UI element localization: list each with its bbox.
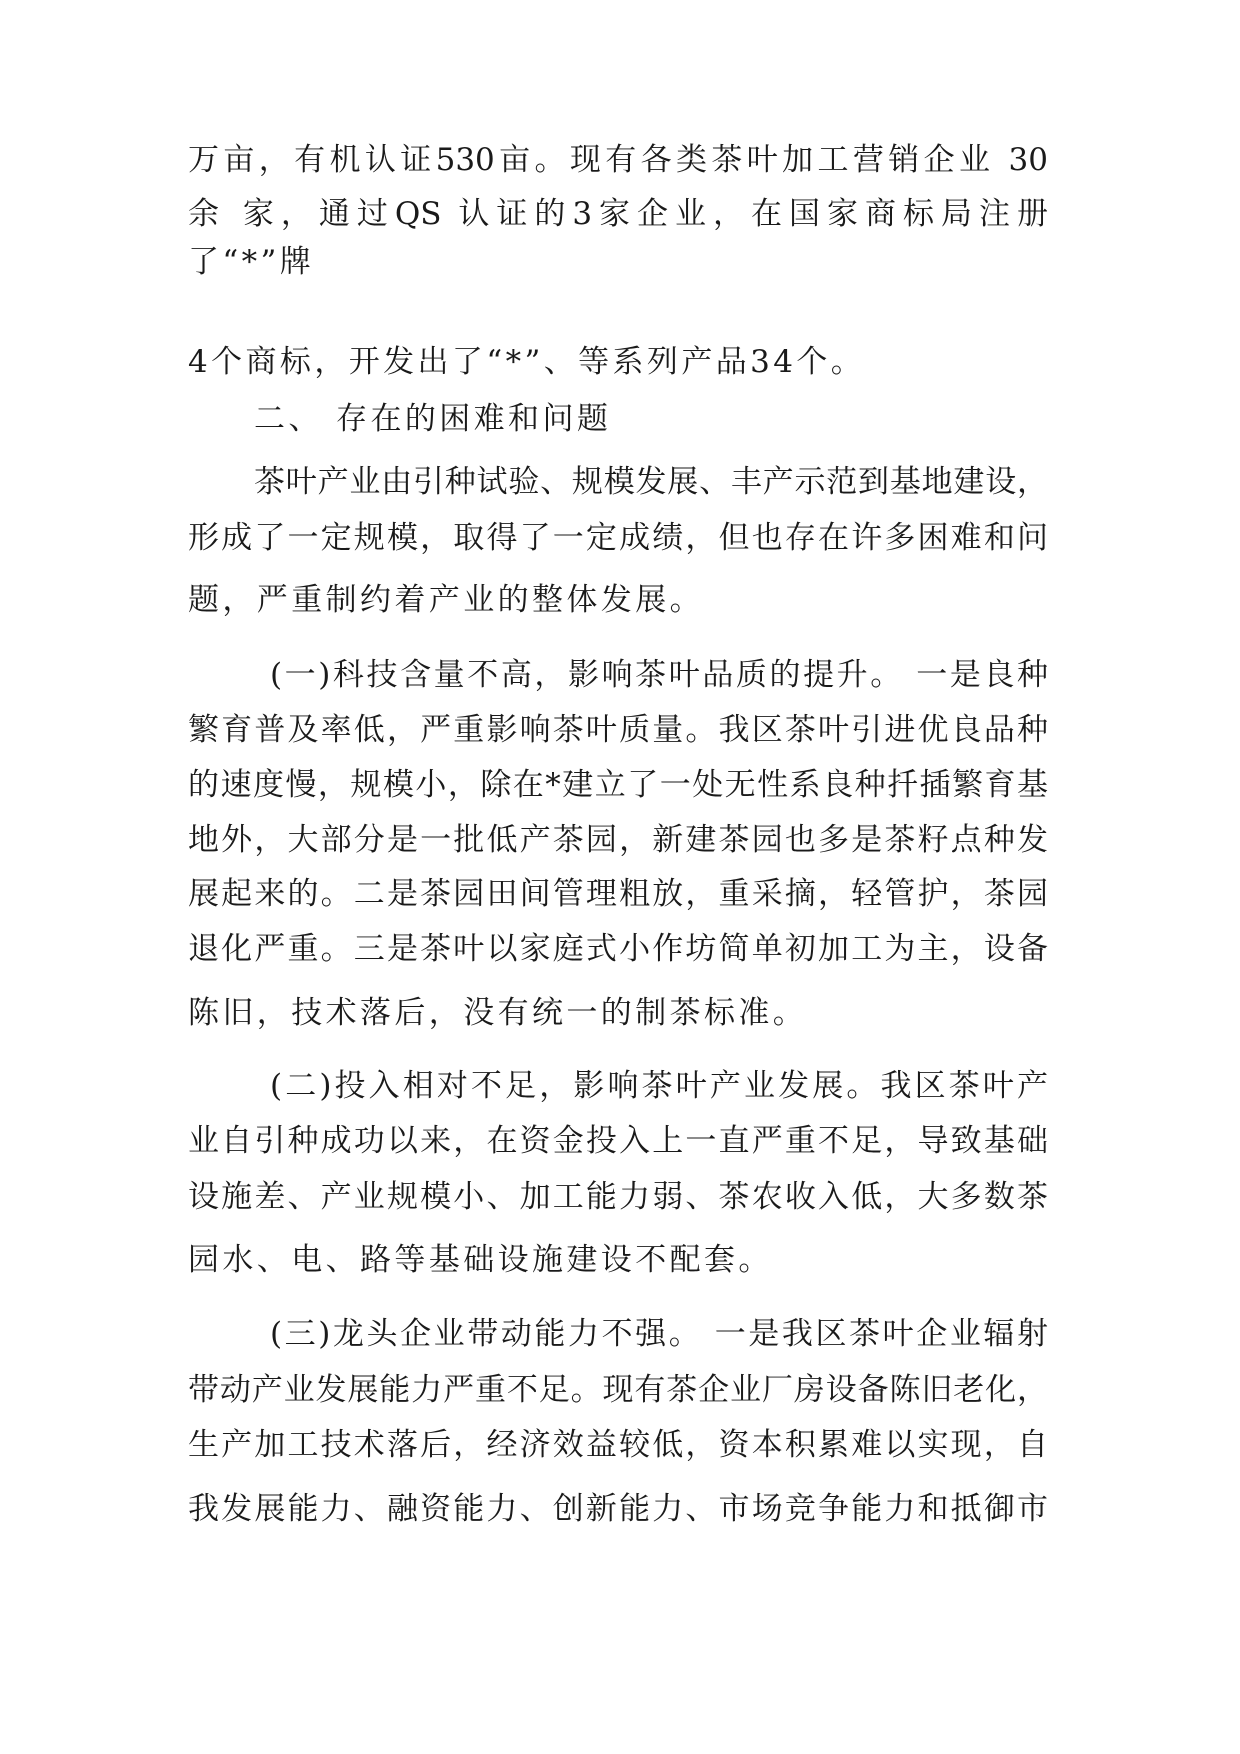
text-line: 我发展能力、融资能力、创新能力、市场竞争能力和抵御市 <box>188 1491 1048 1527</box>
text-line: 退化严重。三是茶叶以家庭式小作坊简单初加工为主，设备 <box>188 931 1048 967</box>
text-line: 题，严重制约着产业的整体发展。 <box>188 582 704 618</box>
subsection-heading: (一)科技含量不高，影响茶叶品质的提升。 一是良种 <box>270 657 1048 693</box>
text-line: 茶叶产业由引种试验、规模发展、丰产示范到基地建设， <box>254 464 1048 500</box>
subsection-heading: (三)龙头企业带动能力不强。 一是我区茶叶企业辐射 <box>270 1316 1048 1352</box>
text-line: 余 家，通过QS 认证的3家企业，在国家商标局注册 <box>188 196 1048 232</box>
text-line: 陈旧，技术落后，没有统一的制茶标准。 <box>188 995 808 1031</box>
text-line: 设施差、产业规模小、加工能力弱、茶农收入低，大多数茶 <box>188 1179 1048 1215</box>
text-line: 业自引种成功以来，在资金投入上一直严重不足，导致基础 <box>188 1123 1048 1159</box>
text-line: 园水、电、路等基础设施建设不配套。 <box>188 1242 773 1278</box>
text-line: 地外，大部分是一批低产茶园，新建茶园也多是茶籽点种发 <box>188 822 1048 858</box>
text-line: 繁育普及率低，严重影响茶叶质量。我区茶叶引进优良品种 <box>188 712 1048 748</box>
subsection-heading: (二)投入相对不足，影响茶叶产业发展。我区茶叶产 <box>270 1068 1048 1104</box>
text-line: 4个商标，开发出了“*”、等系列产品34个。 <box>188 344 866 380</box>
text-line: 带动产业发展能力严重不足。现有茶企业厂房设备陈旧老化， <box>188 1372 1048 1408</box>
text-line: 万亩，有机认证530亩。现有各类茶叶加工营销企业 30 <box>188 142 1048 178</box>
text-line: 展起来的。二是茶园田间管理粗放，重采摘，轻管护，茶园 <box>188 876 1048 912</box>
text-line: 了“*”牌 <box>188 244 315 280</box>
text-line: 生产加工技术落后，经济效益较低，资本积累难以实现，自 <box>188 1427 1048 1463</box>
text-line: 形成了一定规模，取得了一定成绩，但也存在许多困难和问 <box>188 520 1048 556</box>
text-line: 的速度慢，规模小，除在*建立了一处无性系良种扦插繁育基 <box>188 767 1048 803</box>
section-heading: 二、 存在的困难和问题 <box>254 401 612 437</box>
